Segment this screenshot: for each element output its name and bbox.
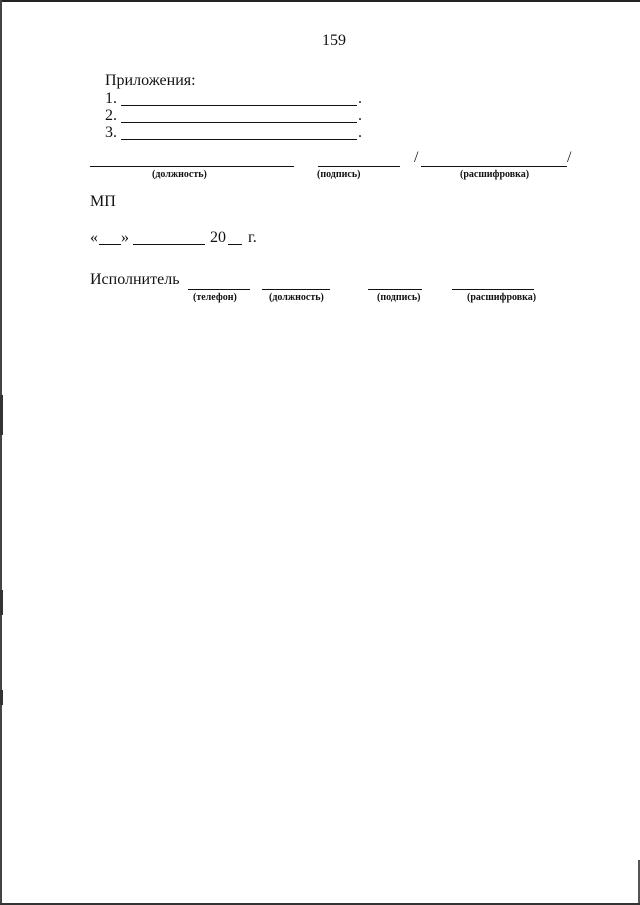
- scan-left-mark: [0, 690, 3, 705]
- executor-decoding-caption: (расшифровка): [467, 292, 537, 303]
- scan-left-mark: [0, 395, 3, 435]
- year-blank[interactable]: [228, 244, 242, 245]
- decoding-blank[interactable]: [421, 166, 567, 167]
- appendix-item-blank[interactable]: [121, 105, 357, 106]
- executor-position-caption: (должность): [269, 292, 324, 303]
- signature-caption: (подпись): [317, 169, 361, 180]
- appendix-item-number: 2.: [105, 107, 117, 124]
- appendix-item-blank[interactable]: [121, 139, 357, 140]
- decoding-caption: (расшифровка): [460, 169, 530, 180]
- executor-phone-blank[interactable]: [188, 289, 250, 290]
- executor-label: Исполнитель: [90, 271, 180, 288]
- signature-blank[interactable]: [318, 166, 400, 167]
- date-open-quote: «: [90, 229, 98, 246]
- appendix-item-end: .: [358, 90, 362, 107]
- executor-phone-caption: (телефон): [193, 292, 237, 303]
- page-number: 159: [322, 32, 346, 49]
- position-blank[interactable]: [90, 166, 294, 167]
- appendix-item-end: .: [358, 124, 362, 141]
- scan-left-edge: [0, 0, 2, 905]
- year-suffix: г.: [248, 229, 257, 246]
- executor-signature-blank[interactable]: [368, 289, 422, 290]
- position-caption: (должность): [152, 169, 207, 180]
- executor-decoding-blank[interactable]: [452, 289, 534, 290]
- appendix-item-number: 1.: [105, 90, 117, 107]
- year-prefix: 20: [210, 229, 226, 246]
- appendix-item-number: 3.: [105, 124, 117, 141]
- decoding-slash-left: /: [414, 149, 419, 166]
- month-blank[interactable]: [133, 244, 205, 245]
- scan-left-mark: [0, 590, 3, 615]
- executor-signature-caption: (подпись): [377, 292, 421, 303]
- date-line: [90, 229, 390, 251]
- date-close-quote: »: [121, 229, 129, 246]
- appendix-title: Приложения:: [105, 72, 196, 89]
- executor-position-blank[interactable]: [262, 289, 330, 290]
- day-blank[interactable]: [99, 244, 121, 245]
- appendix-item-blank[interactable]: [121, 122, 357, 123]
- decoding-slash-right: /: [567, 149, 572, 166]
- scan-top-edge: [0, 0, 640, 2]
- appendix-item-end: .: [358, 107, 362, 124]
- stamp-place: МП: [90, 193, 116, 210]
